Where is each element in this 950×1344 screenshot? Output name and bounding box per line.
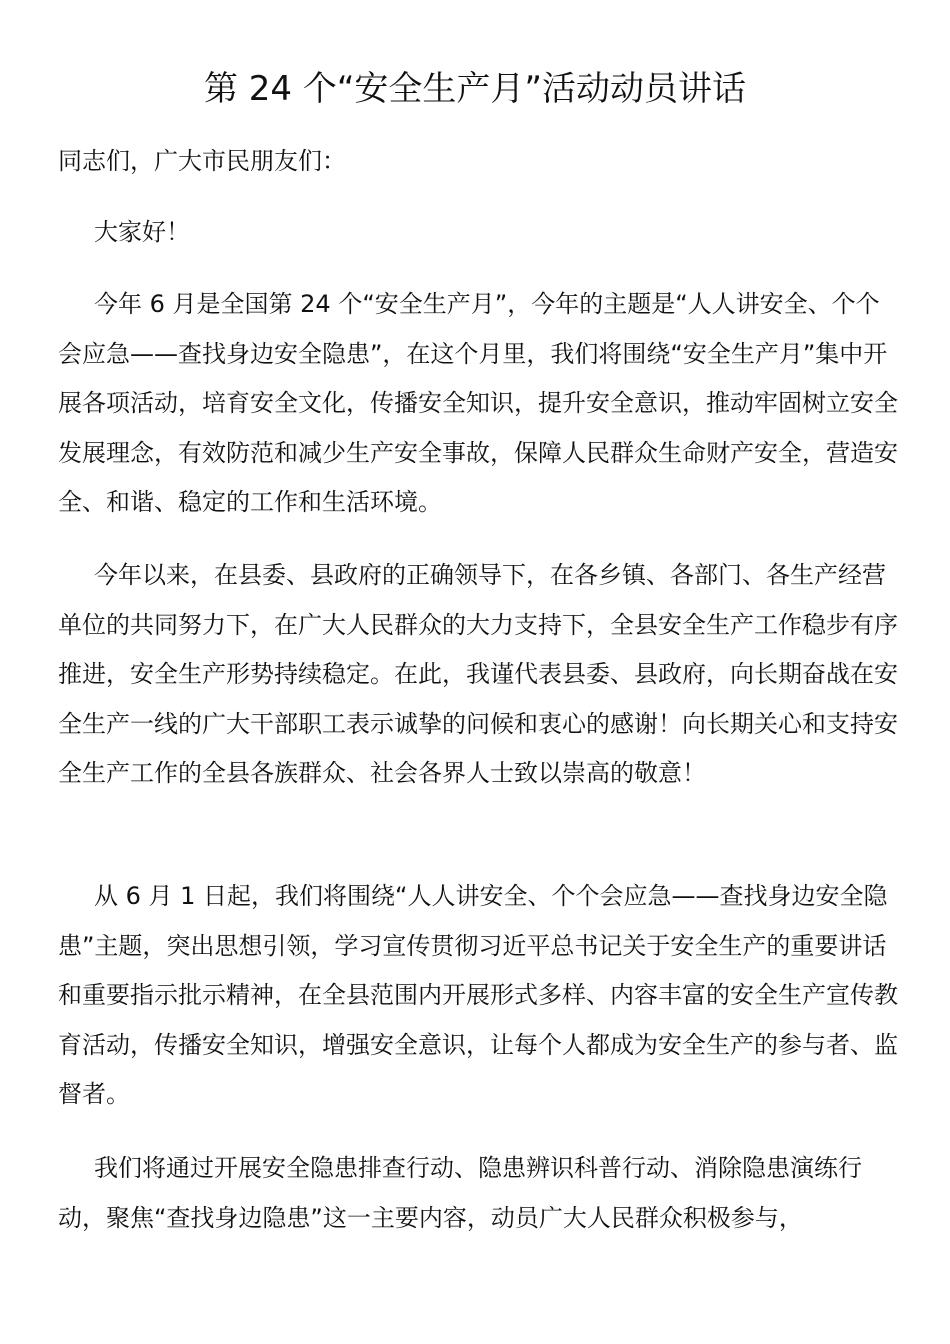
salutation: 同志们，广大市民朋友们： — [58, 147, 346, 175]
paragraph-2: 今年以来，在县委、县政府的正确领导下，在各乡镇、各部门、各生产经营单位的共同努力下，在广大人民群众的大力支持下，全县安全生产工作稳步有序推进，安全生产形势持续稳定。在此，我谨代表县委、县政府，向长期奋战在安全生产一线的广大干部职工表示诚挚的问候和衷心的感谢！向长期关心和支持安全生产工作的全县各族群众、社会各界人士致以崇高的敬意！ — [58, 561, 898, 787]
document-title: 第 24 个“安全生产月”活动动员讲话 — [203, 69, 747, 109]
paragraph-4: 我们将通过开展安全隐患排查行动、隐患辨识科普行动、消除隐患演练行动，聚焦“查找身边隐患”这一主要内容，动员广大人民群众积极参与， — [58, 1154, 862, 1232]
paragraph-1: 今年 6 月是全国第 24 个“安全生产月”，今年的主题是“人人讲安全、个个会应急——查找身边安全隐患”，在这个月里，我们将围绕“安全生产月”集中开展各项活动，培育安全文化，传播安全知识，提升安全意识，推动牢固树立安全发展理念，有效防范和减少生产安全事故，保障人民群众生命财产安全，营造安全、和谐、稳定的工作和生活环境。 — [58, 290, 898, 516]
greeting: 大家好！ — [94, 218, 190, 246]
paragraph-3: 从 6 月 1 日起，我们将围绕“人人讲安全、个个会应急——查找身边安全隐患”主题，突出思想引领，学习宣传贯彻习近平总书记关于安全生产的重要讲话和重要指示批示精神，在全县范围内开展形式多样、内容丰富的安全生产宣传教育活动，传播安全知识，增强安全意识，让每个人都成为安全生产的参与者、监督者。 — [58, 882, 898, 1108]
